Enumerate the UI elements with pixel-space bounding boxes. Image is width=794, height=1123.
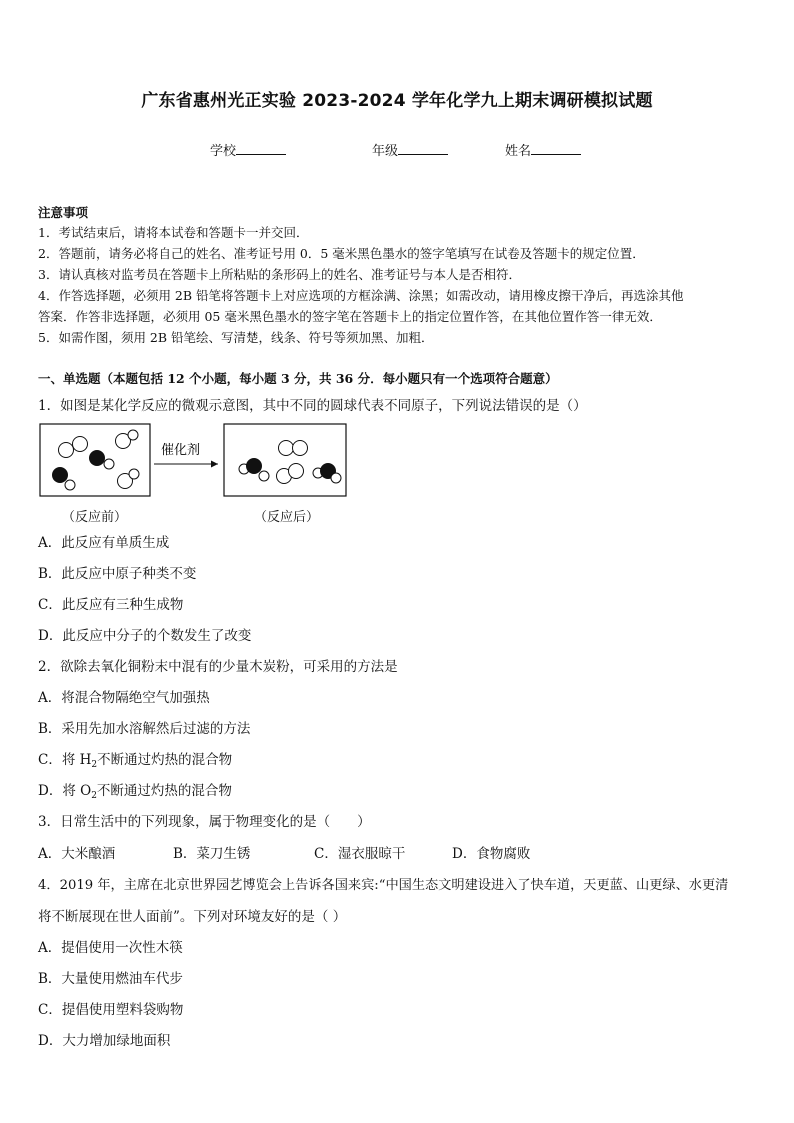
notice-item: 3．请认真核对监考员在答题卡上所粘贴的条形码上的姓名、准考证号与本人是否相符． [38, 267, 521, 282]
q1-option-b: B．此反应中原子种类不变 [38, 566, 197, 582]
q2-option-d-prefix: D．将 O [38, 783, 92, 799]
school-label: 学校 [210, 144, 237, 159]
grade-field [372, 140, 448, 159]
q2-option-c-suffix: 不断通过灼热的混合物 [97, 752, 233, 768]
q1-option-a: A．此反应有单质生成 [38, 535, 170, 551]
q2-option-b: B．采用先加水溶解然后过滤的方法 [38, 721, 251, 737]
notice-item: 5．如需作图，须用 2B 铅笔绘、写清楚，线条、符号等须加黑、加粗． [38, 330, 434, 345]
name-label: 姓名 [505, 144, 532, 159]
q4-option-a: A．提倡使用一次性木筷 [38, 940, 183, 956]
question-4-stem-line1: 4．2019 年，主席在北京世界园艺博览会上告诉各国来宾:“中国生态文明建设进入了快车道，天更蓝、山更绿、水更清 [38, 878, 729, 893]
school-blank [236, 141, 286, 155]
section-heading: 一、单选题（本题包括 12 个小题，每小题 3 分，共 36 分．每小题只有一个选项符合题意） [38, 371, 558, 386]
q2-option-c [38, 748, 232, 768]
atom-white [59, 443, 74, 458]
before-caption: （反应前） [62, 510, 128, 525]
subscript: 2 [91, 791, 97, 801]
q3-option-d: D．食物腐败 [452, 846, 531, 862]
atom-small [128, 430, 138, 440]
notice-item: 1．考试结束后，请将本试卷和答题卡一并交回． [38, 225, 309, 240]
atom-white [293, 441, 308, 456]
subscript: 2 [91, 760, 98, 770]
q4-option-c: C．提倡使用塑料袋购物 [38, 1002, 184, 1018]
atom-white [73, 437, 88, 452]
atom-small [331, 473, 341, 483]
q4-option-d: D．大力增加绿地面积 [38, 1033, 171, 1049]
q1-option-c: C．此反应有三种生成物 [38, 597, 184, 613]
question-3-stem: 3．日常生活中的下列现象，属于物理变化的是（ ） [38, 814, 371, 830]
q3-option-a: A．大米酿酒 [38, 846, 116, 862]
page-title: 广东省惠州光正实验 2023-2024 学年化学九上期末调研模拟试题 [141, 91, 653, 111]
q4-option-b: B．大量使用燃油车代步 [38, 971, 183, 987]
after-box [224, 424, 346, 496]
notice-item: 答案．作答非选择题，必须用 05 毫米黑色墨水的签字笔在答题卡上的指定位置作答，在其他位置作答一律无效． [38, 309, 662, 324]
q2-option-d-suffix: 不断通过灼热的混合物 [96, 783, 232, 799]
name-blank [531, 141, 581, 155]
name-field [505, 140, 581, 159]
question-1-stem: 1．如图是某化学反应的微观示意图，其中不同的圆球代表不同原子，下列说法错误的是（） [38, 398, 587, 414]
notice-item: 4．作答选择题，必须用 2B 铅笔将答题卡上对应选项的方框涂满、涂黑；如需改动，请用橡皮擦干净后，再选涂其他 [38, 288, 684, 303]
notice-item: 2．答题前，请务必将自己的姓名、准考证号用 0．5 毫米黑色墨水的签字笔填写在试卷及答题卡的规定位置． [38, 246, 645, 261]
grade-label: 年级 [372, 144, 399, 159]
atom-small [259, 471, 269, 481]
grade-blank [398, 141, 448, 155]
atom-black [246, 458, 262, 474]
atom-small [129, 469, 139, 479]
q3-option-b: B．菜刀生锈 [173, 846, 251, 862]
question-4-stem-line2: 将不断展现在世人面前”。下列对环境友好的是（ ） [38, 909, 347, 925]
atom-small [104, 459, 114, 469]
q2-option-a: A．将混合物隔绝空气加强热 [38, 690, 210, 706]
atom-white [279, 441, 294, 456]
question-2-stem: 2．欲除去氧化铜粉末中混有的少量木炭粉，可采用的方法是 [38, 659, 398, 675]
after-caption: （反应后） [254, 510, 320, 525]
atom-small [65, 480, 75, 490]
notice-heading: 注意事项 [38, 205, 89, 220]
q3-option-c: C．湿衣服晾干 [314, 846, 406, 862]
atom-black [52, 467, 68, 483]
atom-white [289, 464, 304, 479]
q2-option-c-prefix: C．将 H [38, 752, 92, 768]
q2-option-d [38, 779, 232, 799]
atom-black [89, 450, 105, 466]
school-field [210, 140, 286, 159]
q1-option-d: D．此反应中分子的个数发生了改变 [38, 628, 252, 644]
catalyst-label: 催化剂 [161, 443, 201, 458]
arrow-head [211, 461, 218, 468]
reaction-diagram [38, 420, 350, 504]
